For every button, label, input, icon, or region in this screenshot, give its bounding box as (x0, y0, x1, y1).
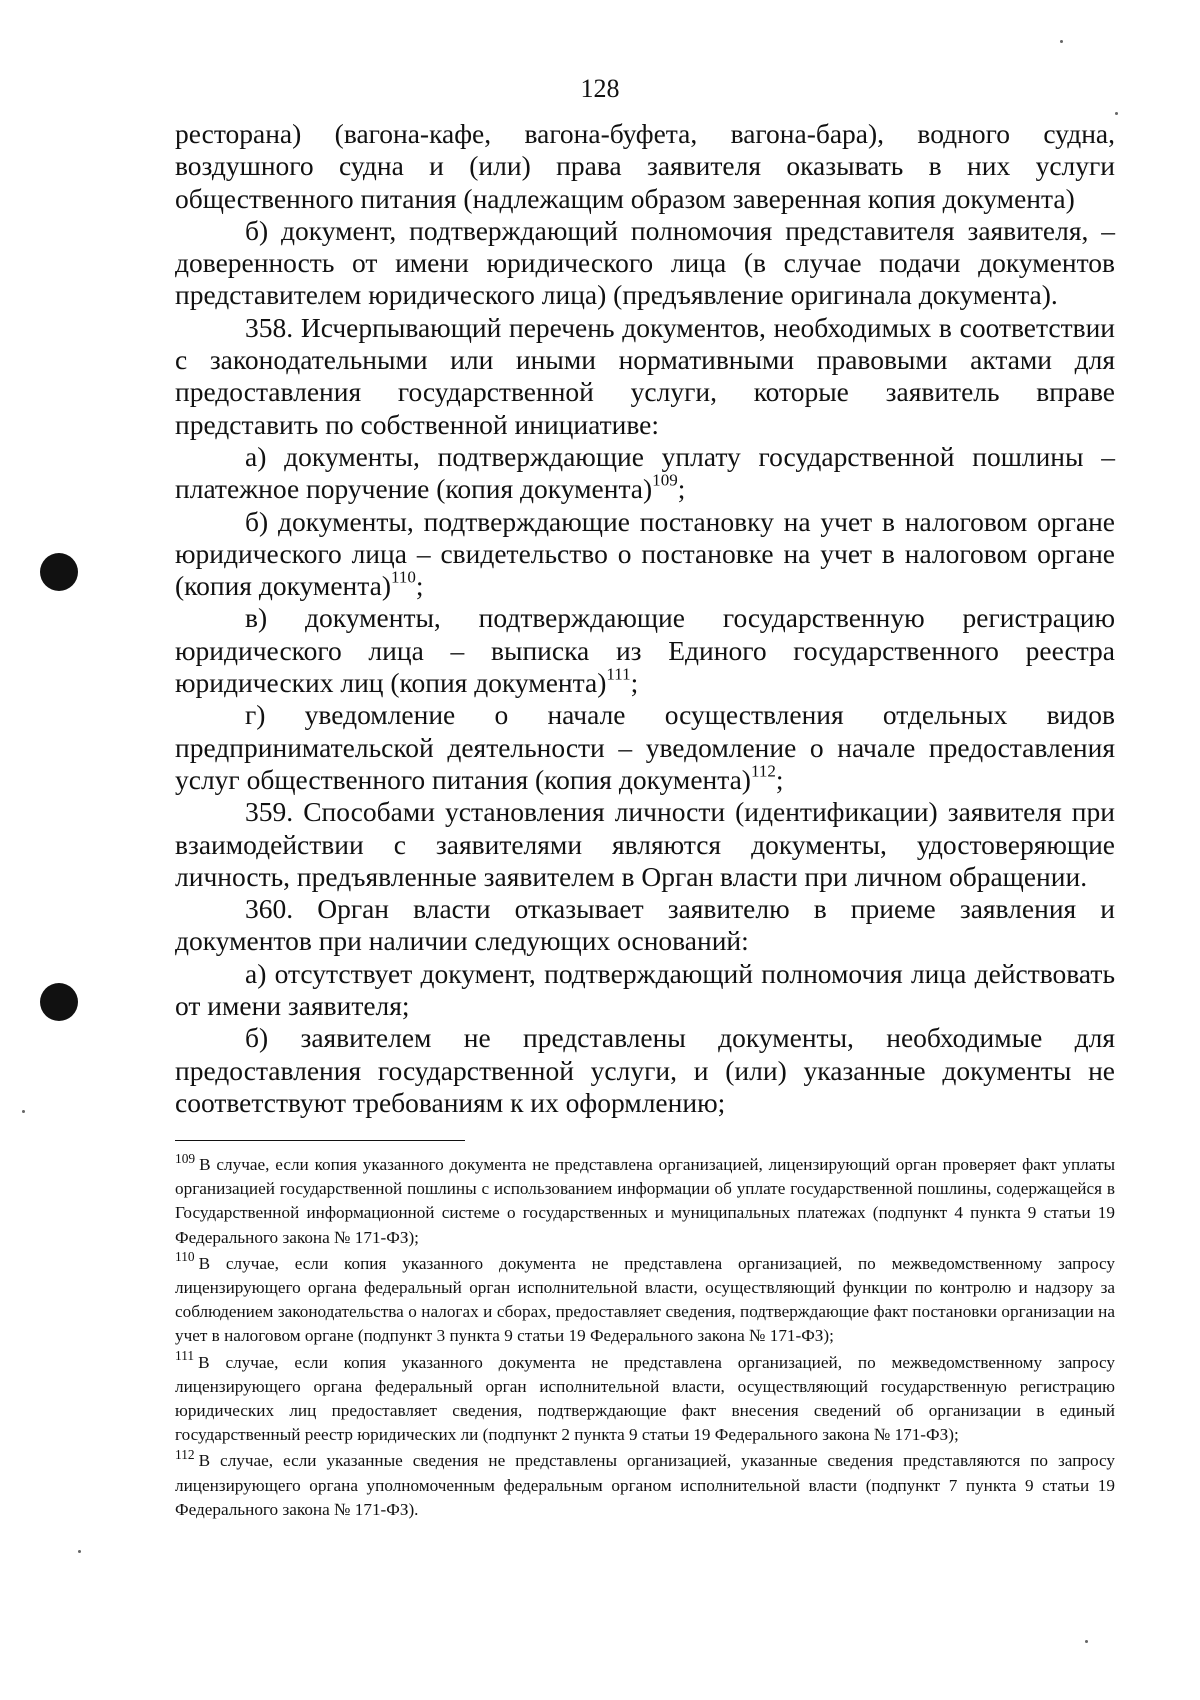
paragraph-text: б) документ, подтверждающий полномочия представителя заявителя, – доверенность от имени юридического лица (в случае подачи документов представителем юридического лица) (предъявление оригинала документа). (175, 214, 1115, 311)
paragraph-text: ; (415, 570, 424, 602)
paragraph (175, 441, 1115, 506)
paragraph-text: ; (775, 763, 784, 795)
footnote-reference: 112 (750, 761, 776, 781)
footnotes (175, 1150, 1115, 1524)
footnote-text: В случае, если копия указанного документа не представлена организацией, по межведомственному запросу лицензирующего органа федеральный орган исполнительной власти, осуществляющий государственную регистрацию юридических лиц предоставляет сведения, подтверждающие факт внесения сведений об организации в единый государственный реестр юридических ли (подпункт 2 пункта 9 статьи 19 Федерального закона № 171-ФЗ); (175, 1352, 1115, 1445)
paragraph (175, 506, 1115, 603)
paragraph-text: а) отсутствует документ, подтверждающий полномочия лица действовать от имени заявителя; (175, 957, 1115, 1022)
footnote (175, 1150, 1115, 1250)
footnote-text: В случае, если копия указанного документа не представлена организацией, лицензирующий орган проверяет факт уплаты организацией государственной пошлины с использованием информации об уплате государственной пошлины, содержащейся в Государственной информационной системе о государственных и муниципальных платежах (подпункт 4 пункта 9 статьи 19 Федерального закона № 171-ФЗ); (175, 1155, 1115, 1247)
footnote-number: 109 (175, 1150, 196, 1166)
paragraph-text: б) документы, подтверждающие постановку на учет в налоговом органе юридического лица – свидетельство о постановке на учет в налоговом органе (копия документа) (175, 505, 1115, 602)
footnote (175, 1348, 1115, 1448)
footnote (175, 1249, 1115, 1349)
footnote-number: 112 (175, 1447, 195, 1463)
main-text (175, 118, 1115, 1119)
paragraph-text: ресторана) (вагона-кафе, вагона-буфета, вагона-бара), водного судна, воздушного судна и (или) права заявителя оказывать в них услуги общественного питания (надлежащим образом заверенная копия документа) (175, 118, 1115, 214)
footnote-reference: 110 (390, 567, 416, 587)
page-number: 128 (580, 74, 620, 103)
scan-speck (22, 1110, 25, 1113)
paragraph (175, 312, 1115, 441)
paragraph (175, 699, 1115, 796)
footnote-text: В случае, если копия указанного документа не представлена организацией, по межведомственному запросу лицензирующего органа федеральный орган исполнительной власти, осуществляющий функции по контролю и надзору за соблюдением законодательства о налогах и сборах, предоставляет сведения, подтверждающие факт постановки организации на учет в налоговом органе (подпункт 3 пункта 9 статьи 19 Федерального закона № 171-ФЗ); (175, 1253, 1115, 1346)
footnote-separator (175, 1140, 465, 1141)
paragraph (175, 893, 1115, 958)
paragraph-text: а) документы, подтверждающие уплату государственной пошлины – платежное поручение (копия документа) (175, 440, 1115, 505)
scan-speck (1085, 1640, 1088, 1643)
footnote-reference: 111 (606, 664, 631, 684)
paragraph (175, 602, 1115, 699)
paragraph-text: 359. Способами установления личности (идентификации) заявителя при взаимодействии с заявителями являются документы, удостоверяющие личность, предъявленные заявителем в Орган власти при личном обращении. (175, 796, 1115, 892)
scan-speck (1060, 40, 1063, 43)
paragraph-text: ; (630, 667, 639, 699)
punch-hole-mark (40, 983, 78, 1021)
scan-speck (78, 1550, 81, 1553)
paragraph-text: 360. Орган власти отказывает заявителю в приеме заявления и документов при наличии следующих оснований: (175, 893, 1115, 957)
footnote-text: В случае, если указанные сведения не представлены организацией, указанные сведения представляются по запросу лицензирующего органа уполномоченным федеральным органом исполнительной власти (подпункт 7 пункта 9 статьи 19 Федерального закона № 171-ФЗ). (175, 1451, 1115, 1519)
paragraph-text: 358. Исчерпывающий перечень документов, необходимых в соответствии с законодательными или иными нормативными правовыми актами для предоставления государственной услуги, которые заявитель вправе представить по собственной инициативе: (175, 311, 1115, 440)
paragraph (175, 958, 1115, 1023)
footnote-number: 111 (175, 1348, 195, 1364)
punch-hole-mark (40, 553, 78, 591)
footnote-reference: 109 (652, 471, 678, 490)
paragraph-text: г) уведомление о начале осуществления отдельных видов предпринимательской деятельности – уведомление о начале предоставления услуг общественного питания (копия документа) (175, 699, 1115, 795)
paragraph (175, 118, 1115, 215)
paragraph-text: б) заявителем не представлены документы, необходимые для предоставления государственной услуги, и (или) указанные документы не соответствуют требованиям к их оформлению; (175, 1022, 1115, 1118)
paragraph (175, 215, 1115, 312)
footnote-number: 110 (175, 1249, 195, 1265)
paragraph (175, 1022, 1115, 1119)
paragraph (175, 796, 1115, 893)
footnote (175, 1449, 1115, 1522)
scan-speck (1115, 112, 1118, 115)
paragraph-text: в) документы, подтверждающие государственную регистрацию юридического лица – выписка из Единого государственного реестра юридических лиц (копия документа) (175, 602, 1115, 699)
paragraph-text: ; (677, 473, 686, 505)
